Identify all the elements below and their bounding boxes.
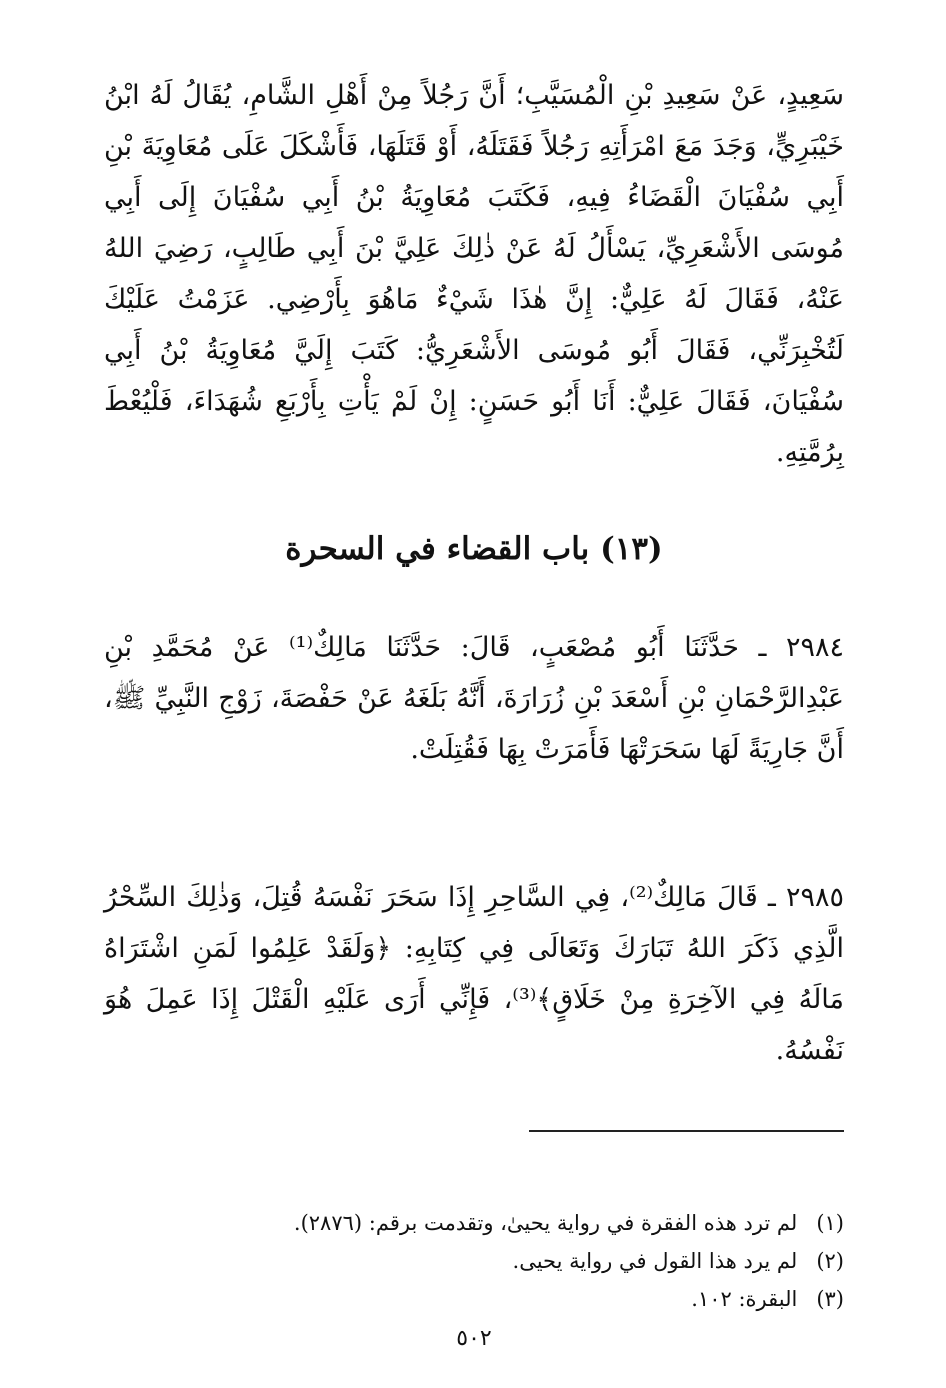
footnote-text: لم ترد هذه الفقرة في رواية يحيىٰ، وتقدمت برقم: (٢٨٧٦). <box>293 1211 798 1235</box>
footnotes <box>104 1204 844 1318</box>
footnote-divider <box>529 1130 844 1132</box>
hadith-2985: ٢٩٨٥ ـ قَالَ مَالِكٌ⁽²⁾، فِي السَّاحِرِ إِذَا سَحَرَ نَفْسَهُ قُتِلَ، وَذٰلِكَ السِّحْرُ الَّذِي ذَكَرَ اللهُ تَبَارَكَ وَتَعَالَى فِي كِتَابِهِ: ﴿وَلَقَدْ عَلِمُوا لَمَنِ اشْتَرَاهُ مَالَهُ فِي الآخِرَةِ مِنْ خَلَاقٍ﴾⁽³⁾، فَإِنِّي أَرَى عَلَيْهِ الْقَتْلَ إِذَا عَمِلَ هُوَ نَفْسُهُ. <box>104 882 844 1066</box>
page-number: ٥٠٢ <box>456 1326 492 1351</box>
footnote-number: (١) <box>816 1211 844 1235</box>
footnote-number: (٣) <box>816 1287 844 1311</box>
hadith-2984: ٢٩٨٤ ـ حَدَّثَنَا أَبُو مُصْعَبٍ، قَالَ: حَدَّثَنَا مَالِكٌ⁽¹⁾ عَنْ مُحَمَّدِ بْنِ عَبْدِالرَّحْمَانِ بْنِ أَسْعَدَ بْنِ زُرَارَةَ، أَنَّهُ بَلَغَهُ عَنْ حَفْصَةَ، زَوْجِ النَّبِيِّ ﷺ، أَنَّ جَارِيَةً لَهَا سَحَرَتْهَا فَأَمَرَتْ بِهَا فَقُتِلَتْ. <box>104 632 844 765</box>
chapter-title: (١٣) باب القضاء في السحرة <box>285 531 663 567</box>
intro-paragraph: سَعِيدٍ، عَنْ سَعِيدِ بْنِ الْمُسَيَّبِ؛ أَنَّ رَجُلاً مِنْ أَهْلِ الشَّامِ، يُقَالُ لَهُ ابْنُ خَيْبَرِيٍّ، وَجَدَ مَعَ امْرَأَتِهِ رَجُلاً فَقَتَلَهُ، أَوْ قَتَلَهَا، فَأَشْكَلَ عَلَى مُعَاوِيَةَ بْنِ أَبِي سُفْيَانَ الْقَضَاءُ فِيهِ، فَكَتَبَ مُعَاوِيَةُ بْنُ أَبِي سُفْيَانَ إِلَى أَبِي مُوسَى الأَشْعَرِيِّ، يَسْأَلُ لَهُ عَنْ ذٰلِكَ عَلِيَّ بْنَ أَبِي طَالِبٍ، رَضِيَ اللهُ عَنْهُ، فَقَالَ لَهُ عَلِيٌّ: إِنَّ هٰذَا شَيْءٌ مَاهُوَ بِأَرْضِي. عَزَمْتُ عَلَيْكَ لَتُخْبِرَنِّي، فَقَالَ أَبُو مُوسَى الأَشْعَرِيُّ: كَتَبَ إِلَيَّ مُعَاوِيَةُ بْنُ أَبِي سُفْيَانَ، فَقَالَ عَلِيٌّ: أَنَا أَبُو حَسَنٍ: إِنْ لَمْ يَأْتِ بِأَرْبَعِ شُهَدَاءَ، فَلْيُعْطَ بِرُمَّتِهِ. <box>104 80 844 468</box>
footnote-text: البقرة: ١٠٢. <box>691 1287 798 1311</box>
book-page <box>104 62 844 1351</box>
footnote-1 <box>104 1204 844 1242</box>
footnote-2 <box>104 1242 844 1280</box>
footnote-number: (٢) <box>816 1249 844 1273</box>
footnote-text: لم يرد هذا القول في رواية يحيى. <box>512 1249 798 1273</box>
footnote-3 <box>104 1280 844 1318</box>
